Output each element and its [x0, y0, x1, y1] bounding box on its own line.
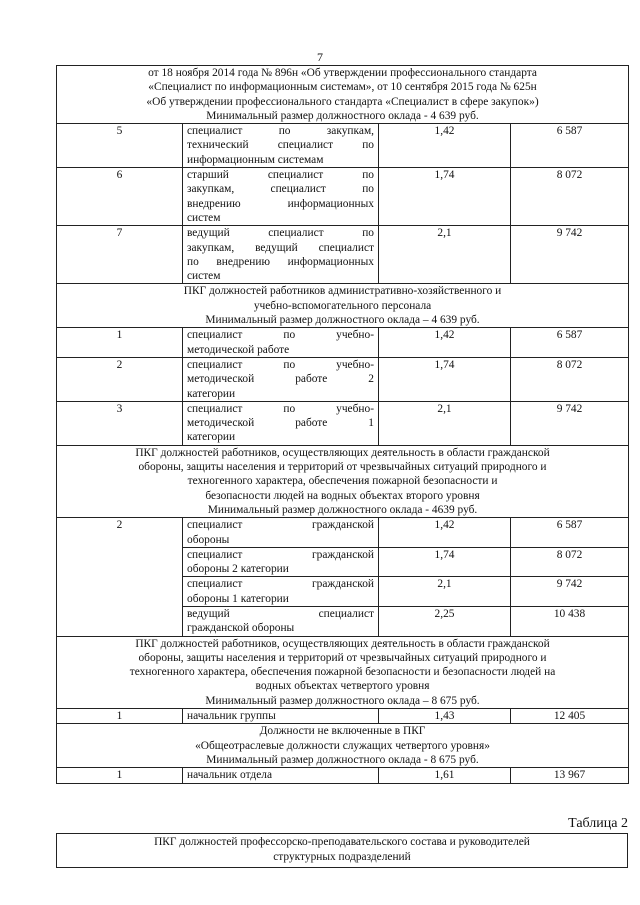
- page-number: 7: [317, 50, 323, 64]
- table-row: [57, 226, 629, 284]
- salary: 10 438: [511, 606, 629, 636]
- intro-row: [57, 66, 629, 124]
- position-name: начальник отдела: [183, 768, 379, 783]
- position-name: специалист по учебно- методической работе: [183, 328, 379, 358]
- position-name: начальник группы: [183, 709, 379, 724]
- position-name: специалист гражданской обороны 2 категории: [183, 547, 379, 577]
- coefficient: 2,1: [379, 401, 511, 445]
- row-number: 7: [57, 226, 183, 284]
- salary: 13 967: [511, 768, 629, 783]
- section-header-row: [57, 445, 629, 517]
- salary: 6 587: [511, 328, 629, 358]
- section-header: ПКГ должностей работников административно-хозяйственного и учебно-вспомогательного персонала Минимальный размер должностного оклада – 4 639 руб.: [57, 284, 629, 328]
- table-row: [57, 357, 629, 401]
- position-name: ведущий специалист по закупкам, ведущий специалист по внедрению информационных систем: [183, 226, 379, 284]
- position-name: специалист по закупкам, технический специалист по информационным системам: [183, 124, 379, 168]
- coefficient: 2,1: [379, 226, 511, 284]
- section-header-row: [57, 636, 629, 708]
- row-number: 1: [57, 328, 183, 358]
- salary: 8 072: [511, 168, 629, 226]
- table2-caption: Таблица 2: [568, 816, 628, 831]
- position-name: специалист гражданской обороны 1 категории: [183, 577, 379, 607]
- salary: 6 587: [511, 518, 629, 548]
- row-number: 1: [57, 768, 183, 783]
- intro-cell: [57, 66, 629, 124]
- table-row: [57, 768, 629, 783]
- position-name: специалист по учебно- методической работе 2 категории: [183, 357, 379, 401]
- coefficient: 1,43: [379, 709, 511, 724]
- salary: 12 405: [511, 709, 629, 724]
- position-name: специалист по учебно- методической работе 1 категории: [183, 401, 379, 445]
- coefficient: 2,25: [379, 606, 511, 636]
- row-number: 2: [57, 357, 183, 401]
- table2-header-row: [57, 834, 628, 868]
- row-number: 2: [57, 518, 183, 636]
- salary: 9 742: [511, 577, 629, 607]
- intro-line: «Об утверждении профессионального стандарта «Специалист в сфере закупок»): [146, 95, 539, 108]
- position-name: ведущий специалист гражданской обороны: [183, 606, 379, 636]
- salary: 9 742: [511, 226, 629, 284]
- table-row: [57, 401, 629, 445]
- intro-line: от 18 ноября 2014 года № 896н «Об утверждении профессионального стандарта: [148, 67, 537, 79]
- table-row: [57, 709, 629, 724]
- position-name: специалист гражданской обороны: [183, 518, 379, 548]
- coefficient: 2,1: [379, 577, 511, 607]
- table2-header: ПКГ должностей профессорско-преподавательского состава и руководителей структурных подразделений: [57, 834, 628, 868]
- row-number: 5: [57, 124, 183, 168]
- salary: 6 587: [511, 124, 629, 168]
- row-number: 6: [57, 168, 183, 226]
- coefficient: 1,74: [379, 547, 511, 577]
- position-name: старший специалист по закупкам, специалист по внедрению информационных систем: [183, 168, 379, 226]
- coefficient: 1,74: [379, 357, 511, 401]
- row-number: 1: [57, 709, 183, 724]
- coefficient: 1,42: [379, 328, 511, 358]
- table-row: [57, 328, 629, 358]
- table-row: [57, 518, 629, 548]
- section-header: ПКГ должностей работников, осуществляющих деятельность в области гражданской обороны, защиты населения и территорий от чрезвычайных ситуаций природного и техногенного характера, обеспечения пожарной безопасности и безопасности людей на водных объектах четвертого уровня Минимальный размер должностного оклада – 8 675 руб.: [57, 636, 629, 708]
- table-row: [57, 124, 629, 168]
- table2: [56, 833, 628, 868]
- table-row: [57, 168, 629, 226]
- coefficient: 1,42: [379, 124, 511, 168]
- salary-table: [56, 65, 629, 784]
- intro-line: «Специалист по информационным системам», от 10 сентября 2015 года № 625н: [148, 81, 537, 94]
- coefficient: 1,42: [379, 518, 511, 548]
- section-header-row: [57, 284, 629, 328]
- coefficient: 1,61: [379, 768, 511, 783]
- coefficient: 1,74: [379, 168, 511, 226]
- salary: 8 072: [511, 357, 629, 401]
- salary: 9 742: [511, 401, 629, 445]
- section-header-row: [57, 724, 629, 768]
- section-header: ПКГ должностей работников, осуществляющих деятельность в области гражданской обороны, защиты населения и территорий от чрезвычайных ситуаций природного и техногенного характера, обеспечения пожарной безопасности и безопасности людей на водных объектах второго уровня Минимальный размер должностного оклада - 4639 руб.: [57, 445, 629, 517]
- salary: 8 072: [511, 547, 629, 577]
- intro-line: Минимальный размер должностного оклада - 4 639 руб.: [206, 109, 479, 122]
- section-header: Должности не включенные в ПКГ «Общеотраслевые должности служащих четвертого уровня» Минимальный размер должностного оклада - 8 675 руб.: [57, 724, 629, 768]
- row-number: 3: [57, 401, 183, 445]
